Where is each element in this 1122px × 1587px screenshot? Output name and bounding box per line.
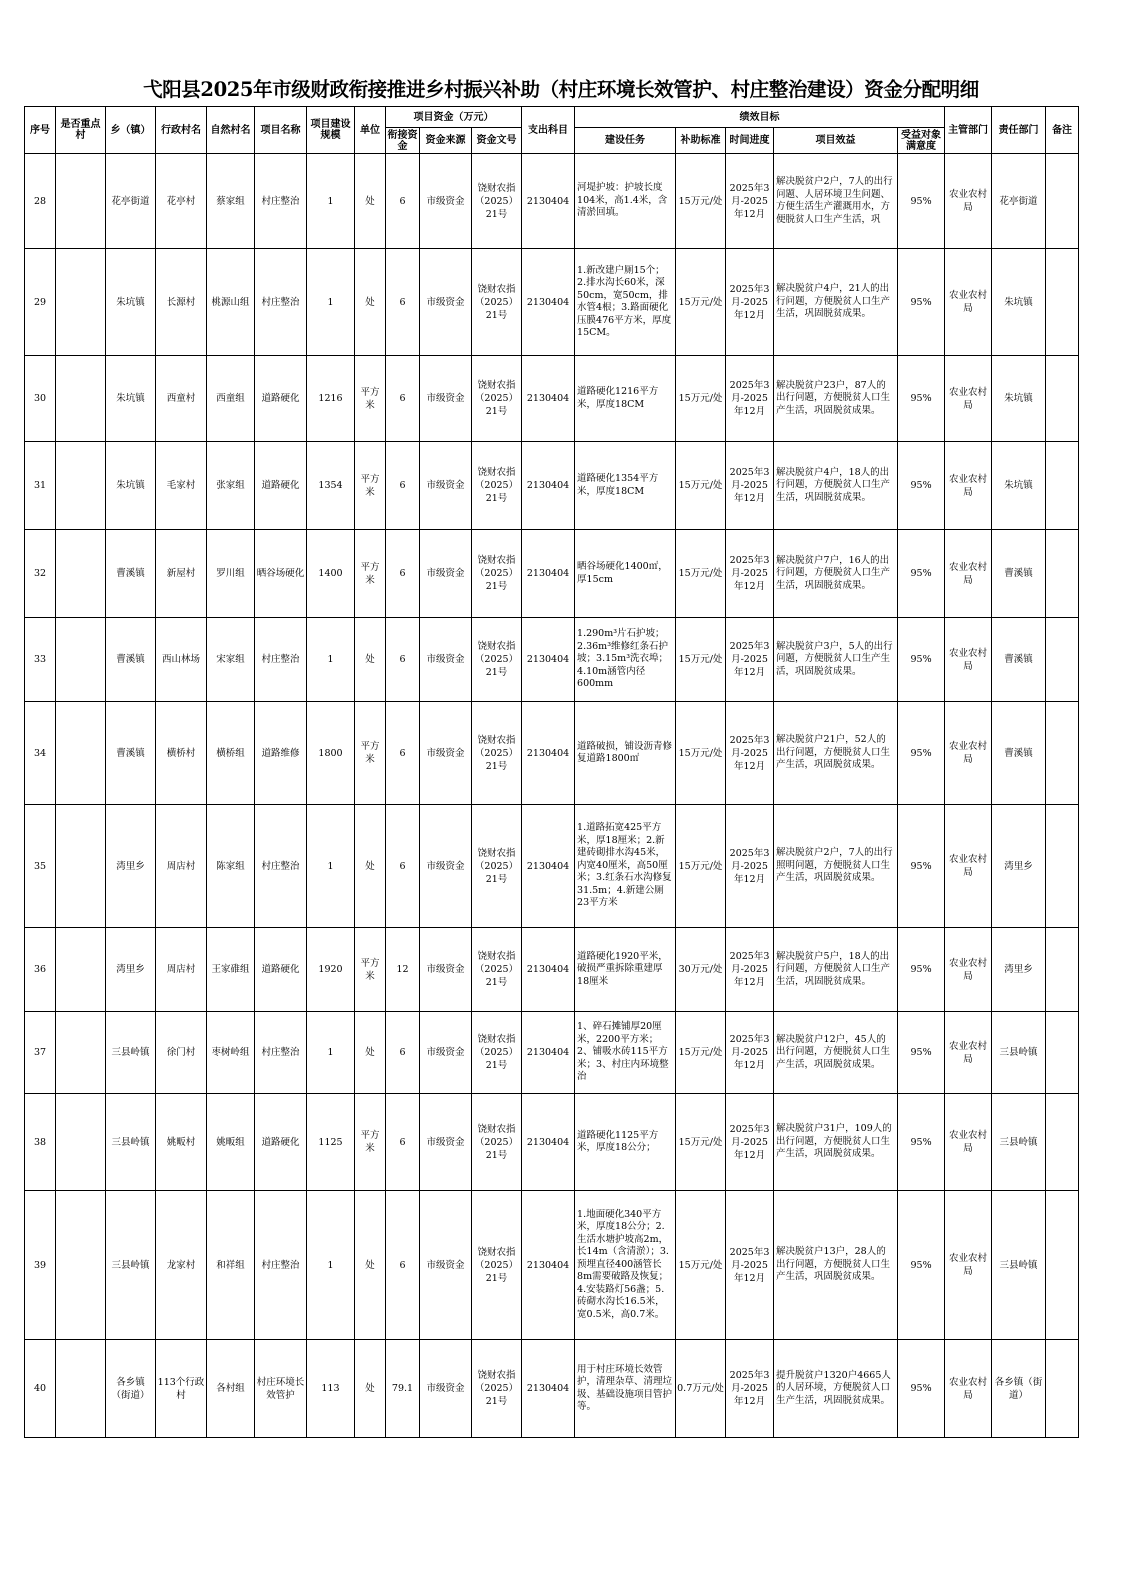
cell-remark	[1046, 1191, 1079, 1340]
cell-township: 各乡镇（街道）	[106, 1340, 156, 1438]
cell-task: 道路硬化1354平方米，厚度18CM	[575, 442, 676, 530]
cell-funds-source: 市级资金	[420, 1191, 472, 1340]
cell-resp: 各乡镇（街道）	[992, 1340, 1046, 1438]
header-schedule: 时间进度	[726, 128, 774, 154]
cell-admin-village: 周店村	[156, 928, 207, 1012]
cell-unit: 处	[355, 805, 386, 928]
cell-dept: 农业农村局	[945, 356, 992, 442]
cell-resp: 湾里乡	[992, 928, 1046, 1012]
cell-funds-doc: 饶财农指（2025）21号	[472, 530, 522, 618]
cell-funds-doc: 饶财农指（2025）21号	[472, 805, 522, 928]
cell-natural-village: 各村组	[207, 1340, 255, 1438]
cell-seq: 29	[25, 249, 56, 356]
header-funds-doc: 资金文号	[472, 128, 522, 154]
page-title: 弋阳县2025年市级财政衔接推进乡村振兴补助（村庄环境长效管护、村庄整治建设）资金分配明细	[143, 78, 979, 101]
cell-schedule: 2025年3月-2025年12月	[726, 154, 774, 249]
cell-funds-doc: 饶财农指（2025）21号	[472, 442, 522, 530]
cell-funds-amount: 6	[386, 356, 420, 442]
cell-expense-code: 2130404	[522, 618, 575, 702]
cell-task: 河堤护坡：护坡长度104米，高1.4米，含清淤回填。	[575, 154, 676, 249]
cell-key-village	[56, 1094, 106, 1191]
cell-seq: 32	[25, 530, 56, 618]
cell-funds-amount: 6	[386, 249, 420, 356]
cell-funds-amount: 6	[386, 442, 420, 530]
cell-unit: 处	[355, 1340, 386, 1438]
header-scale: 项目建设规模	[307, 107, 355, 154]
cell-funds-source: 市级资金	[420, 530, 472, 618]
header-funds-source: 资金来源	[420, 128, 472, 154]
header-seq: 序号	[25, 107, 56, 154]
cell-key-village	[56, 356, 106, 442]
cell-resp: 三县岭镇	[992, 1012, 1046, 1094]
cell-unit: 平方米	[355, 928, 386, 1012]
cell-admin-village: 西山林场	[156, 618, 207, 702]
cell-project-name: 道路硬化	[255, 1094, 307, 1191]
cell-seq: 39	[25, 1191, 56, 1340]
cell-task: 用于村庄环境长效管护，清理杂草、清理垃圾、基础设施项目管护等。	[575, 1340, 676, 1438]
cell-seq: 30	[25, 356, 56, 442]
cell-funds-doc: 饶财农指（2025）21号	[472, 154, 522, 249]
cell-project-name: 道路维修	[255, 702, 307, 805]
cell-subsidy: 15万元/处	[676, 530, 726, 618]
cell-funds-source: 市级资金	[420, 805, 472, 928]
cell-admin-village: 113个行政村	[156, 1340, 207, 1438]
cell-funds-doc: 饶财农指（2025）21号	[472, 356, 522, 442]
cell-remark	[1046, 356, 1079, 442]
cell-township: 湾里乡	[106, 805, 156, 928]
cell-expense-code: 2130404	[522, 530, 575, 618]
cell-expense-code: 2130404	[522, 154, 575, 249]
cell-project-name: 村庄整治	[255, 154, 307, 249]
cell-township: 曹溪镇	[106, 702, 156, 805]
cell-admin-village: 周店村	[156, 805, 207, 928]
cell-benefit: 解决脱贫户13户，28人的出行问题，方便脱贫人口生产生活，巩固脱贫成果。	[774, 1191, 898, 1340]
cell-admin-village: 徐门村	[156, 1012, 207, 1094]
cell-funds-source: 市级资金	[420, 154, 472, 249]
cell-seq: 31	[25, 442, 56, 530]
cell-project-name: 村庄整治	[255, 805, 307, 928]
cell-township: 花亭街道	[106, 154, 156, 249]
cell-satisfaction: 95%	[898, 442, 945, 530]
cell-unit: 处	[355, 618, 386, 702]
cell-subsidy: 15万元/处	[676, 356, 726, 442]
cell-key-village	[56, 1191, 106, 1340]
table-row	[25, 154, 1079, 249]
cell-benefit: 解决脱贫户12户，45人的出行问题，方便脱贫人口生产生活，巩固脱贫成果。	[774, 1012, 898, 1094]
cell-funds-amount: 12	[386, 928, 420, 1012]
cell-key-village	[56, 1340, 106, 1438]
cell-dept: 农业农村局	[945, 1191, 992, 1340]
cell-expense-code: 2130404	[522, 1012, 575, 1094]
cell-schedule: 2025年3月-2025年12月	[726, 1340, 774, 1438]
table-row	[25, 1094, 1079, 1191]
cell-admin-village: 长源村	[156, 249, 207, 356]
cell-funds-source: 市级资金	[420, 249, 472, 356]
cell-natural-village: 蔡家组	[207, 154, 255, 249]
cell-township: 湾里乡	[106, 928, 156, 1012]
cell-project-name: 道路硬化	[255, 928, 307, 1012]
cell-expense-code: 2130404	[522, 928, 575, 1012]
cell-task: 道路硬化1125平方米，厚度18公分；	[575, 1094, 676, 1191]
cell-satisfaction: 95%	[898, 249, 945, 356]
cell-remark	[1046, 530, 1079, 618]
cell-dept: 农业农村局	[945, 530, 992, 618]
cell-benefit: 解决脱贫户4户，21人的出行问题，方便脱贫人口生产生活，巩固脱贫成果。	[774, 249, 898, 356]
cell-natural-village: 张家组	[207, 442, 255, 530]
header-resp: 责任部门	[992, 107, 1046, 154]
table-row	[25, 442, 1079, 530]
cell-seq: 33	[25, 618, 56, 702]
cell-dept: 农业农村局	[945, 805, 992, 928]
header-township: 乡（镇）	[106, 107, 156, 154]
cell-funds-source: 市级资金	[420, 1340, 472, 1438]
cell-township: 朱坑镇	[106, 249, 156, 356]
cell-satisfaction: 95%	[898, 1094, 945, 1191]
cell-project-name: 晒谷场硬化	[255, 530, 307, 618]
cell-remark	[1046, 442, 1079, 530]
cell-funds-amount: 79.1	[386, 1340, 420, 1438]
cell-funds-source: 市级资金	[420, 702, 472, 805]
header-expense-code: 支出科目	[522, 107, 575, 154]
cell-scale: 1400	[307, 530, 355, 618]
header-key-village: 是否重点村	[56, 107, 106, 154]
cell-admin-village: 龙家村	[156, 1191, 207, 1340]
cell-satisfaction: 95%	[898, 928, 945, 1012]
cell-schedule: 2025年3月-2025年12月	[726, 618, 774, 702]
cell-scale: 1	[307, 618, 355, 702]
header-performance-group: 绩效目标	[575, 107, 945, 128]
cell-dept: 农业农村局	[945, 1094, 992, 1191]
header-dept: 主管部门	[945, 107, 992, 154]
cell-satisfaction: 95%	[898, 805, 945, 928]
cell-expense-code: 2130404	[522, 249, 575, 356]
cell-seq: 35	[25, 805, 56, 928]
cell-expense-code: 2130404	[522, 1094, 575, 1191]
cell-subsidy: 15万元/处	[676, 805, 726, 928]
cell-funds-amount: 6	[386, 805, 420, 928]
cell-subsidy: 15万元/处	[676, 702, 726, 805]
cell-funds-doc: 饶财农指（2025）21号	[472, 1012, 522, 1094]
header-benefit: 项目效益	[774, 128, 898, 154]
header-unit: 单位	[355, 107, 386, 154]
cell-admin-village: 新屋村	[156, 530, 207, 618]
cell-subsidy: 15万元/处	[676, 442, 726, 530]
header-funds-amount: 衔接资金	[387, 129, 418, 152]
header-admin-village: 行政村名	[156, 107, 207, 154]
cell-township: 三县岭镇	[106, 1191, 156, 1340]
cell-benefit: 解决脱贫户2户，7人的出行照明问题，方便脱贫人口生产生活，巩固脱贫成果。	[774, 805, 898, 928]
cell-unit: 平方米	[355, 356, 386, 442]
header-satisfaction: 受益对象满意度	[898, 128, 945, 154]
cell-funds-source: 市级资金	[420, 356, 472, 442]
cell-resp: 三县岭镇	[992, 1191, 1046, 1340]
cell-seq: 37	[25, 1012, 56, 1094]
cell-schedule: 2025年3月-2025年12月	[726, 1094, 774, 1191]
cell-resp: 曹溪镇	[992, 618, 1046, 702]
cell-dept: 农业农村局	[945, 702, 992, 805]
cell-funds-doc: 饶财农指（2025）21号	[472, 928, 522, 1012]
cell-resp: 朱坑镇	[992, 249, 1046, 356]
cell-subsidy: 15万元/处	[676, 249, 726, 356]
allocation-table	[24, 106, 1079, 1438]
cell-remark	[1046, 249, 1079, 356]
cell-natural-village: 宋家组	[207, 618, 255, 702]
cell-funds-amount: 6	[386, 1191, 420, 1340]
cell-remark	[1046, 928, 1079, 1012]
cell-satisfaction: 95%	[898, 1012, 945, 1094]
cell-scale: 1	[307, 1012, 355, 1094]
cell-benefit: 解决脱贫户31户，109人的出行问题，方便脱贫人口生产生活，巩固脱贫成果。	[774, 1094, 898, 1191]
table-row	[25, 805, 1079, 928]
cell-task: 1.新改建户厕15个；2.排水沟长60米，深50cm，宽50cm，排水管4根；3.路面硬化压膜476平方米，厚度15CM。	[575, 249, 676, 356]
cell-remark	[1046, 618, 1079, 702]
table-row	[25, 618, 1079, 702]
cell-task: 道路硬化1920平米，破损严重拆除重建厚18厘米	[575, 928, 676, 1012]
header-natural-village: 自然村名	[207, 107, 255, 154]
cell-task: 道路硬化1216平方米，厚度18CM	[575, 356, 676, 442]
cell-subsidy: 15万元/处	[676, 1094, 726, 1191]
cell-admin-village: 毛家村	[156, 442, 207, 530]
cell-natural-village: 西童组	[207, 356, 255, 442]
cell-schedule: 2025年3月-2025年12月	[726, 356, 774, 442]
cell-funds-doc: 饶财农指（2025）21号	[472, 618, 522, 702]
cell-natural-village: 枣树岭组	[207, 1012, 255, 1094]
cell-benefit: 解决脱贫户2户，7人的出行问题、人居环境卫生问题、方便生活生产灌溉用水，方便脱贫人口生产生活，巩	[774, 154, 898, 249]
cell-natural-village: 姚畈组	[207, 1094, 255, 1191]
cell-key-village	[56, 442, 106, 530]
cell-key-village	[56, 530, 106, 618]
cell-funds-source: 市级资金	[420, 1012, 472, 1094]
cell-satisfaction: 95%	[898, 1191, 945, 1340]
cell-schedule: 2025年3月-2025年12月	[726, 928, 774, 1012]
cell-project-name: 村庄环境长效管护	[255, 1340, 307, 1438]
cell-unit: 处	[355, 249, 386, 356]
cell-subsidy: 15万元/处	[676, 154, 726, 249]
cell-satisfaction: 95%	[898, 530, 945, 618]
cell-funds-amount: 6	[386, 1094, 420, 1191]
cell-dept: 农业农村局	[945, 1340, 992, 1438]
cell-scale: 1	[307, 805, 355, 928]
table-row	[25, 530, 1079, 618]
cell-seq: 34	[25, 702, 56, 805]
cell-dept: 农业农村局	[945, 1012, 992, 1094]
cell-remark	[1046, 702, 1079, 805]
cell-township: 朱坑镇	[106, 356, 156, 442]
cell-admin-village: 横桥村	[156, 702, 207, 805]
cell-project-name: 村庄整治	[255, 1191, 307, 1340]
cell-project-name: 道路硬化	[255, 356, 307, 442]
cell-admin-village: 西童村	[156, 356, 207, 442]
cell-natural-village: 桃源山组	[207, 249, 255, 356]
cell-key-village	[56, 928, 106, 1012]
cell-funds-doc: 饶财农指（2025）21号	[472, 1191, 522, 1340]
table-row	[25, 1191, 1079, 1340]
cell-natural-village: 和祥组	[207, 1191, 255, 1340]
cell-subsidy: 15万元/处	[676, 1012, 726, 1094]
cell-admin-village: 姚畈村	[156, 1094, 207, 1191]
cell-dept: 农业农村局	[945, 249, 992, 356]
cell-scale: 1800	[307, 702, 355, 805]
cell-unit: 平方米	[355, 1094, 386, 1191]
cell-subsidy: 15万元/处	[676, 618, 726, 702]
cell-project-name: 村庄整治	[255, 1012, 307, 1094]
cell-key-village	[56, 1012, 106, 1094]
cell-unit: 处	[355, 1191, 386, 1340]
header-project-name: 项目名称	[255, 107, 307, 154]
cell-task: 道路破损，铺设沥青修复道路1800㎡	[575, 702, 676, 805]
cell-satisfaction: 95%	[898, 154, 945, 249]
cell-subsidy: 30万元/处	[676, 928, 726, 1012]
cell-benefit: 解决脱贫户3户，5人的出行问题，方便脱贫人口生产生活，巩固脱贫成果。	[774, 618, 898, 702]
cell-key-village	[56, 249, 106, 356]
cell-township: 曹溪镇	[106, 618, 156, 702]
cell-satisfaction: 95%	[898, 702, 945, 805]
cell-benefit: 解决脱贫户7户，16人的出行问题，方便脱贫人口生产生活，巩固脱贫成果。	[774, 530, 898, 618]
cell-resp: 朱坑镇	[992, 356, 1046, 442]
cell-project-name: 道路硬化	[255, 442, 307, 530]
table-row	[25, 356, 1079, 442]
cell-benefit: 解决脱贫户5户，18人的出行问题，方便脱贫人口生产生活，巩固脱贫成果。	[774, 928, 898, 1012]
cell-project-name: 村庄整治	[255, 249, 307, 356]
cell-expense-code: 2130404	[522, 702, 575, 805]
cell-unit: 平方米	[355, 530, 386, 618]
cell-resp: 朱坑镇	[992, 442, 1046, 530]
cell-remark	[1046, 1340, 1079, 1438]
cell-schedule: 2025年3月-2025年12月	[726, 1191, 774, 1340]
cell-expense-code: 2130404	[522, 356, 575, 442]
cell-satisfaction: 95%	[898, 356, 945, 442]
cell-scale: 1920	[307, 928, 355, 1012]
cell-benefit: 提升脱贫户1320户4665人的人居环境，方便脱贫人口生产生活，巩固脱贫成果。	[774, 1340, 898, 1438]
cell-benefit: 解决脱贫户4户，18人的出行问题，方便脱贫人口生产生活，巩固脱贫成果。	[774, 442, 898, 530]
table-row	[25, 928, 1079, 1012]
cell-scale: 113	[307, 1340, 355, 1438]
cell-task: 1、碎石摊铺厚20厘米，2200平方米；2、铺吸水砖115平方米；3、村庄内环境整治	[575, 1012, 676, 1094]
cell-natural-village: 王家碓组	[207, 928, 255, 1012]
cell-funds-doc: 饶财农指（2025）21号	[472, 702, 522, 805]
cell-dept: 农业农村局	[945, 618, 992, 702]
cell-benefit: 解决脱贫户21户，52人的出行问题，方便脱贫人口生产生活，巩固脱贫成果。	[774, 702, 898, 805]
cell-scale: 1	[307, 1191, 355, 1340]
table-row	[25, 702, 1079, 805]
cell-township: 三县岭镇	[106, 1012, 156, 1094]
cell-satisfaction: 95%	[898, 618, 945, 702]
cell-scale: 1125	[307, 1094, 355, 1191]
cell-seq: 36	[25, 928, 56, 1012]
cell-key-village	[56, 618, 106, 702]
cell-dept: 农业农村局	[945, 154, 992, 249]
cell-funds-source: 市级资金	[420, 928, 472, 1012]
cell-resp: 三县岭镇	[992, 1094, 1046, 1191]
cell-resp: 曹溪镇	[992, 530, 1046, 618]
cell-natural-village: 陈家组	[207, 805, 255, 928]
cell-funds-amount: 6	[386, 702, 420, 805]
cell-scale: 1354	[307, 442, 355, 530]
cell-key-village	[56, 702, 106, 805]
cell-township: 曹溪镇	[106, 530, 156, 618]
header-subsidy: 补助标准	[676, 128, 726, 154]
cell-scale: 1	[307, 249, 355, 356]
cell-expense-code: 2130404	[522, 442, 575, 530]
cell-admin-village: 花亭村	[156, 154, 207, 249]
cell-unit: 平方米	[355, 702, 386, 805]
cell-schedule: 2025年3月-2025年12月	[726, 530, 774, 618]
header-row-top	[25, 107, 1079, 128]
cell-project-name: 村庄整治	[255, 618, 307, 702]
cell-expense-code: 2130404	[522, 1340, 575, 1438]
cell-seq: 28	[25, 154, 56, 249]
header-remark: 备注	[1046, 107, 1079, 154]
header-funds-group: 项目资金（万元）	[386, 107, 522, 128]
cell-schedule: 2025年3月-2025年12月	[726, 702, 774, 805]
cell-schedule: 2025年3月-2025年12月	[726, 1012, 774, 1094]
cell-subsidy: 15万元/处	[676, 1191, 726, 1340]
cell-seq: 38	[25, 1094, 56, 1191]
cell-natural-village: 罗川组	[207, 530, 255, 618]
cell-remark	[1046, 805, 1079, 928]
cell-remark	[1046, 154, 1079, 249]
cell-funds-amount: 6	[386, 154, 420, 249]
cell-resp: 曹溪镇	[992, 702, 1046, 805]
cell-unit: 处	[355, 1012, 386, 1094]
cell-funds-source: 市级资金	[420, 442, 472, 530]
cell-task: 晒谷场硬化1400㎡，厚15cm	[575, 530, 676, 618]
cell-remark	[1046, 1094, 1079, 1191]
cell-benefit: 解决脱贫户23户，87人的出行问题，方便脱贫人口生产生活，巩固脱贫成果。	[774, 356, 898, 442]
cell-dept: 农业农村局	[945, 442, 992, 530]
table-row	[25, 1012, 1079, 1094]
cell-remark	[1046, 1012, 1079, 1094]
cell-township: 朱坑镇	[106, 442, 156, 530]
header-task: 建设任务	[575, 128, 676, 154]
cell-key-village	[56, 805, 106, 928]
cell-scale: 1	[307, 154, 355, 249]
cell-funds-source: 市级资金	[420, 1094, 472, 1191]
table-row	[25, 1340, 1079, 1438]
cell-resp: 湾里乡	[992, 805, 1046, 928]
cell-township: 三县岭镇	[106, 1094, 156, 1191]
cell-natural-village: 横桥组	[207, 702, 255, 805]
cell-task: 1.地面硬化340平方米，厚度18公分；2.生活水塘护坡高2m，长14m（含清淤）；3.预埋直径400涵管长8m需要破路及恢复；4.安装路灯56盏；5.砖砌水沟长16.5米，宽0.5米，高0.7米。	[575, 1191, 676, 1340]
cell-satisfaction: 95%	[898, 1340, 945, 1438]
cell-unit: 处	[355, 154, 386, 249]
cell-funds-amount: 6	[386, 618, 420, 702]
cell-scale: 1216	[307, 356, 355, 442]
cell-expense-code: 2130404	[522, 1191, 575, 1340]
cell-task: 1.道路拓宽425平方米，厚18厘米；2.新建砖砌排水沟45米，内宽40厘米，高50厘米；3.红条石水沟修复31.5m；4.新建公厕23平方米	[575, 805, 676, 928]
cell-task: 1.290m³片石护坡；2.36m³维修红条石护坡；3.15m³洗衣埠；4.10m涵管内径600mm	[575, 618, 676, 702]
cell-funds-source: 市级资金	[420, 618, 472, 702]
cell-funds-amount: 6	[386, 530, 420, 618]
cell-funds-doc: 饶财农指（2025）21号	[472, 1340, 522, 1438]
cell-key-village	[56, 154, 106, 249]
cell-schedule: 2025年3月-2025年12月	[726, 442, 774, 530]
cell-unit: 平方米	[355, 442, 386, 530]
cell-funds-doc: 饶财农指（2025）21号	[472, 249, 522, 356]
cell-funds-doc: 饶财农指（2025）21号	[472, 1094, 522, 1191]
cell-schedule: 2025年3月-2025年12月	[726, 249, 774, 356]
table-row	[25, 249, 1079, 356]
cell-schedule: 2025年3月-2025年12月	[726, 805, 774, 928]
cell-resp: 花亭街道	[992, 154, 1046, 249]
cell-subsidy: 0.7万元/处	[676, 1340, 726, 1438]
cell-seq: 40	[25, 1340, 56, 1438]
cell-funds-amount: 6	[386, 1012, 420, 1094]
cell-dept: 农业农村局	[945, 928, 992, 1012]
cell-expense-code: 2130404	[522, 805, 575, 928]
